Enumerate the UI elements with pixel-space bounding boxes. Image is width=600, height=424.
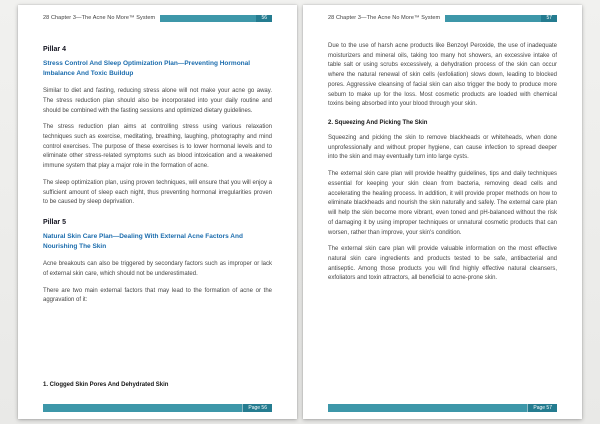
paragraph: There are two main external factors that may lead to the formation of acne or the aggravation of it: [43, 287, 272, 304]
pillar-5-heading: Pillar 5 [43, 219, 66, 227]
header-page-number: 57 [541, 15, 557, 22]
pillar-4-heading: Pillar 4 [43, 46, 66, 53]
numbered-item-heading-1: 1. Clogged Skin Pores And Dehydrated Skin [43, 382, 169, 388]
paragraph: Squeezing and picking the skin to remove blackheads or whiteheads, when done unprofessionally and without proper hygiene, can cause infection to spread deeper into the skin and may eventually turn into large cysts. [328, 135, 557, 161]
paragraph: Due to the use of harsh acne products like Benzoyl Peroxide, the use of inadequate moisturizers and mineral oils, taking too many hot showers, an excessive intake of table salt or using scrubs excessively, a dehydration process of the skin can occur where the natural renewal of skin cells (exfoliation) slows down, leading to blocked pores. Aggressive cleansing of facial skin can also trigger the body to produce more sebum to make up for the loss. Most cosmetic products are loaded with chemical toxins being absorbed into your blood through your skin. [328, 43, 557, 108]
header-bar [445, 15, 557, 22]
page-header [43, 14, 272, 22]
page-footer [328, 404, 557, 412]
header-title: 28 Chapter 3—The Acne No More™ System [328, 15, 441, 21]
paragraph: The sleep optimization plan, using proven techniques, will ensure that you will enjoy a sufficient amount of sleep each night, thus preventing hormonal irregularities proven to be caused by sleep deprivation. [43, 179, 272, 206]
paragraph: The external skin care plan will provide valuable information on the most effective natural skin care ingredients and products tested to be safe, antibacterial and antiseptic. Among those products you will find highly effective natural cleansers, exfoliators and toxin attractors, all beneficial to acne-prone skin. [328, 246, 557, 282]
numbered-item-heading-2: 2. Squeezing And Picking The Skin [328, 120, 428, 127]
page-body [328, 22, 557, 404]
section-heading-skin-care-plan: Natural Skin Care Plan—Dealing With External Acne Factors And Nourishing The Skin [43, 233, 243, 251]
paragraph: Acne breakouts can also be triggered by secondary factors such as improper or lack of external skin care, which should not be underestimated. [43, 261, 272, 277]
paragraph: The stress reduction plan aims at controlling stress using various relaxation techniques such as exercise, meditating, breathing, laughing, photography and mind control exercises. The purpose of these exercises is to lower hormonal levels and to eliminate other stress-related symptoms such as blood intoxication and a weakened immune system that play a major role in the formation of acne. [43, 124, 272, 170]
page-body [43, 22, 272, 404]
footer-page-label: Page 56 [242, 404, 272, 412]
section-heading-stress-plan: Stress Control And Sleep Optimization Plan—Preventing Hormonal Imbalance And Toxic Buildup [43, 60, 251, 78]
page-footer [43, 404, 272, 412]
footer-page-label: Page 57 [527, 404, 557, 412]
page-left [18, 5, 297, 419]
paragraph: The external skin care plan will provide healthy guidelines, tips and daily techniques essential for keeping your skin clean from bacteria, removing dead cells and accelerating the healing process. In addition, it will provide proper methods on how to eliminate blackheads and nourish the skin naturally and safely. The external care plan will help the skin become more vibrant, even toned and pH-balanced without the risk of damaging it by using improper techniques or unnatural cosmetic products that can worsen, rather than improve, your skin's condition. [328, 171, 557, 236]
page-header [328, 14, 557, 22]
paragraph: Similar to diet and fasting, reducing stress alone will not make your acne go away. The stress reduction plan should also be incorporated into your daily routine and should be combined with the fasting sessions and optimized dietary guidelines. [43, 88, 272, 114]
header-page-number: 56 [256, 15, 272, 22]
header-bar [160, 15, 272, 22]
header-title: 28 Chapter 3—The Acne No More™ System [43, 15, 156, 21]
page-right [303, 5, 582, 419]
